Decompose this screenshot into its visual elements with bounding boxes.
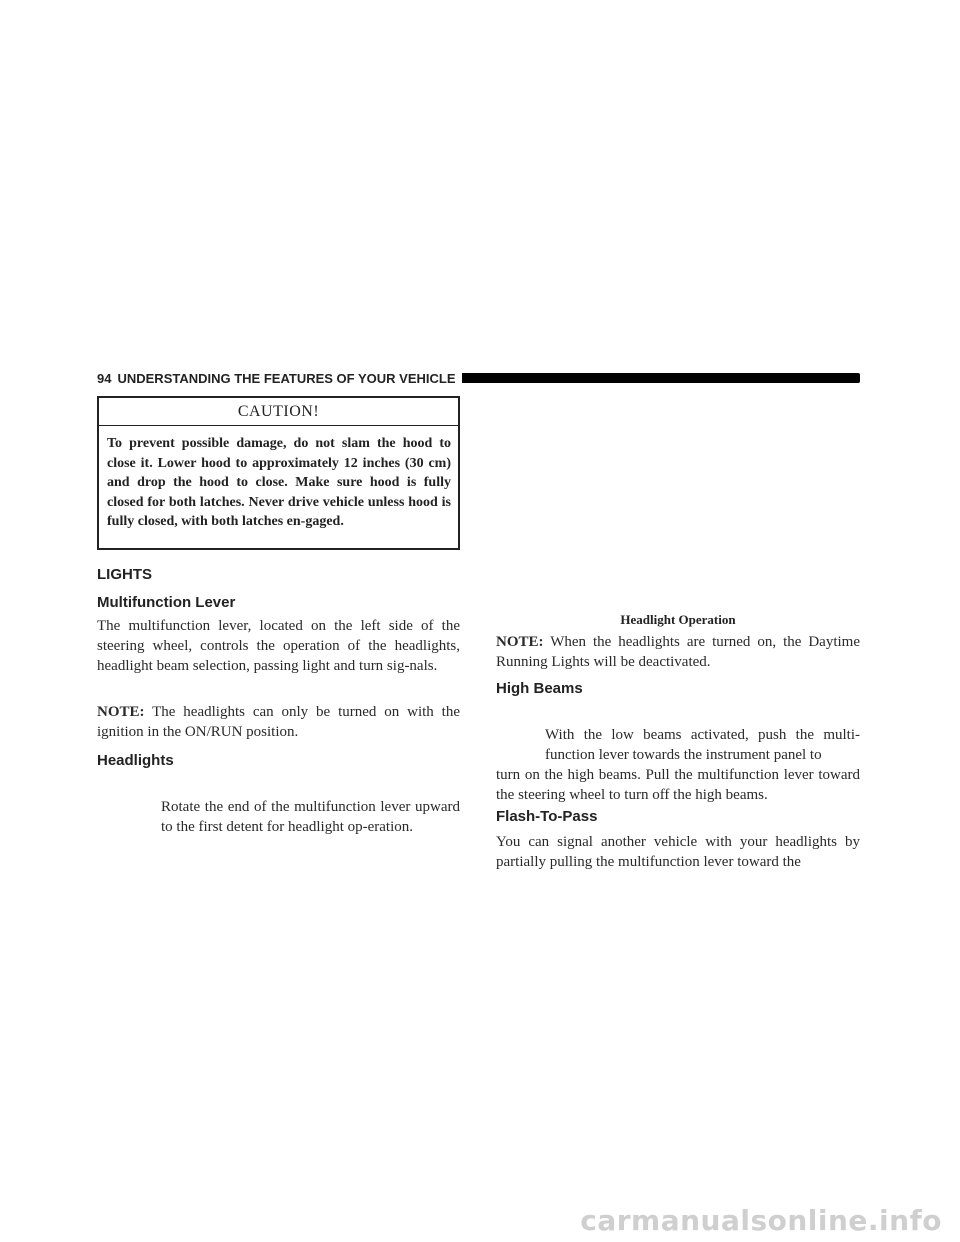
note-text: When the headlights are turned on, the Daytime Running Lights will be deactivated. [496, 634, 860, 670]
caution-box [97, 396, 460, 550]
high-beams-heading: High Beams [496, 680, 583, 697]
header-rule [462, 373, 861, 383]
note-label: NOTE: [97, 704, 145, 720]
high-beams-body-indented: With the low beams activated, push the multi-function lever towards the instrument panel to [545, 727, 860, 763]
page-header [97, 368, 860, 388]
multifunction-lever-body: The multifunction lever, located on the left side of the steering wheel, controls the operation of the headlights, headlight beam selection, passing light and turn sig-nals. [97, 618, 460, 674]
caution-body: To prevent possible damage, do not slam the hood to close it. Lower hood to approximately 12 inches (30 cm) and drop the hood to close. Make sure hood is fully closed for both latches. Never drive vehicle unless hood is fully closed, with both latches en-gaged. [107, 436, 451, 529]
headlights-body: Rotate the end of the multifunction lever upward to the first detent for headlight op-eration. [161, 799, 460, 835]
high-beams-body: turn on the high beams. Pull the multifunction lever toward the steering wheel to turn off the high beams. [496, 767, 860, 803]
caution-title: CAUTION! [99, 398, 458, 426]
page-number: 94 [97, 370, 112, 386]
multifunction-lever-heading: Multifunction Lever [97, 594, 236, 611]
flash-to-pass-heading: Flash-To-Pass [496, 808, 598, 825]
ignition-note [97, 702, 460, 742]
flash-to-pass-body: You can signal another vehicle with your headlights by partially pulling the multifunction lever toward the [496, 834, 860, 870]
headlights-heading: Headlights [97, 752, 174, 769]
figure-caption: Headlight Operation [620, 612, 736, 627]
note-label: NOTE: [496, 634, 544, 650]
note-text: The headlights can only be turned on with the ignition in the ON/RUN position. [97, 704, 460, 740]
lights-heading: LIGHTS [97, 566, 152, 583]
section-title: UNDERSTANDING THE FEATURES OF YOUR VEHICLE [117, 370, 456, 386]
watermark: carmanualsonline.info [580, 1204, 942, 1237]
drl-note [496, 632, 860, 672]
